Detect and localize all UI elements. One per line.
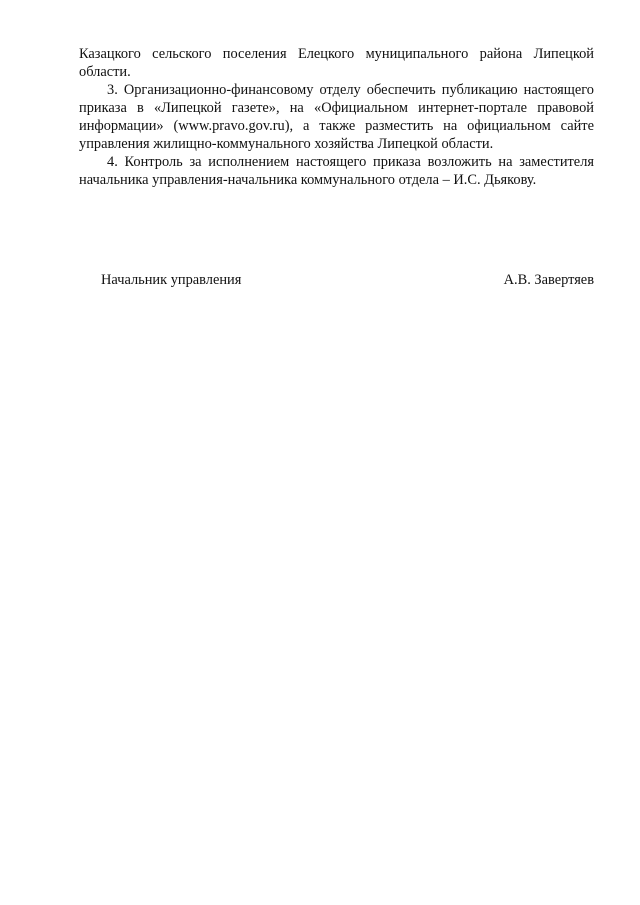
signatory-position: Начальник управления <box>101 272 242 288</box>
document-body <box>79 45 594 189</box>
paragraph-item-3: 3. Организационно-финансовому отделу обеспечить публикацию настоящего приказа в «Липецкой газете», на «Официальном интернет-портале правовой информации» (www.pravo.gov.ru), а также разместить на официальном сайте управления жилищно-коммунального хозяйства Липецкой области. <box>79 82 594 152</box>
signatory-name: А.В. Завертяев <box>503 272 594 288</box>
paragraph-item-4: 4. Контроль за исполнением настоящего приказа возложить на заместителя начальника управления-начальника коммунального отдела – И.С. Дьякову. <box>79 154 594 188</box>
paragraph-continuation: Казацкого сельского поселения Елецкого муниципального района Липецкой области. <box>79 46 594 80</box>
signature-block <box>101 271 594 289</box>
